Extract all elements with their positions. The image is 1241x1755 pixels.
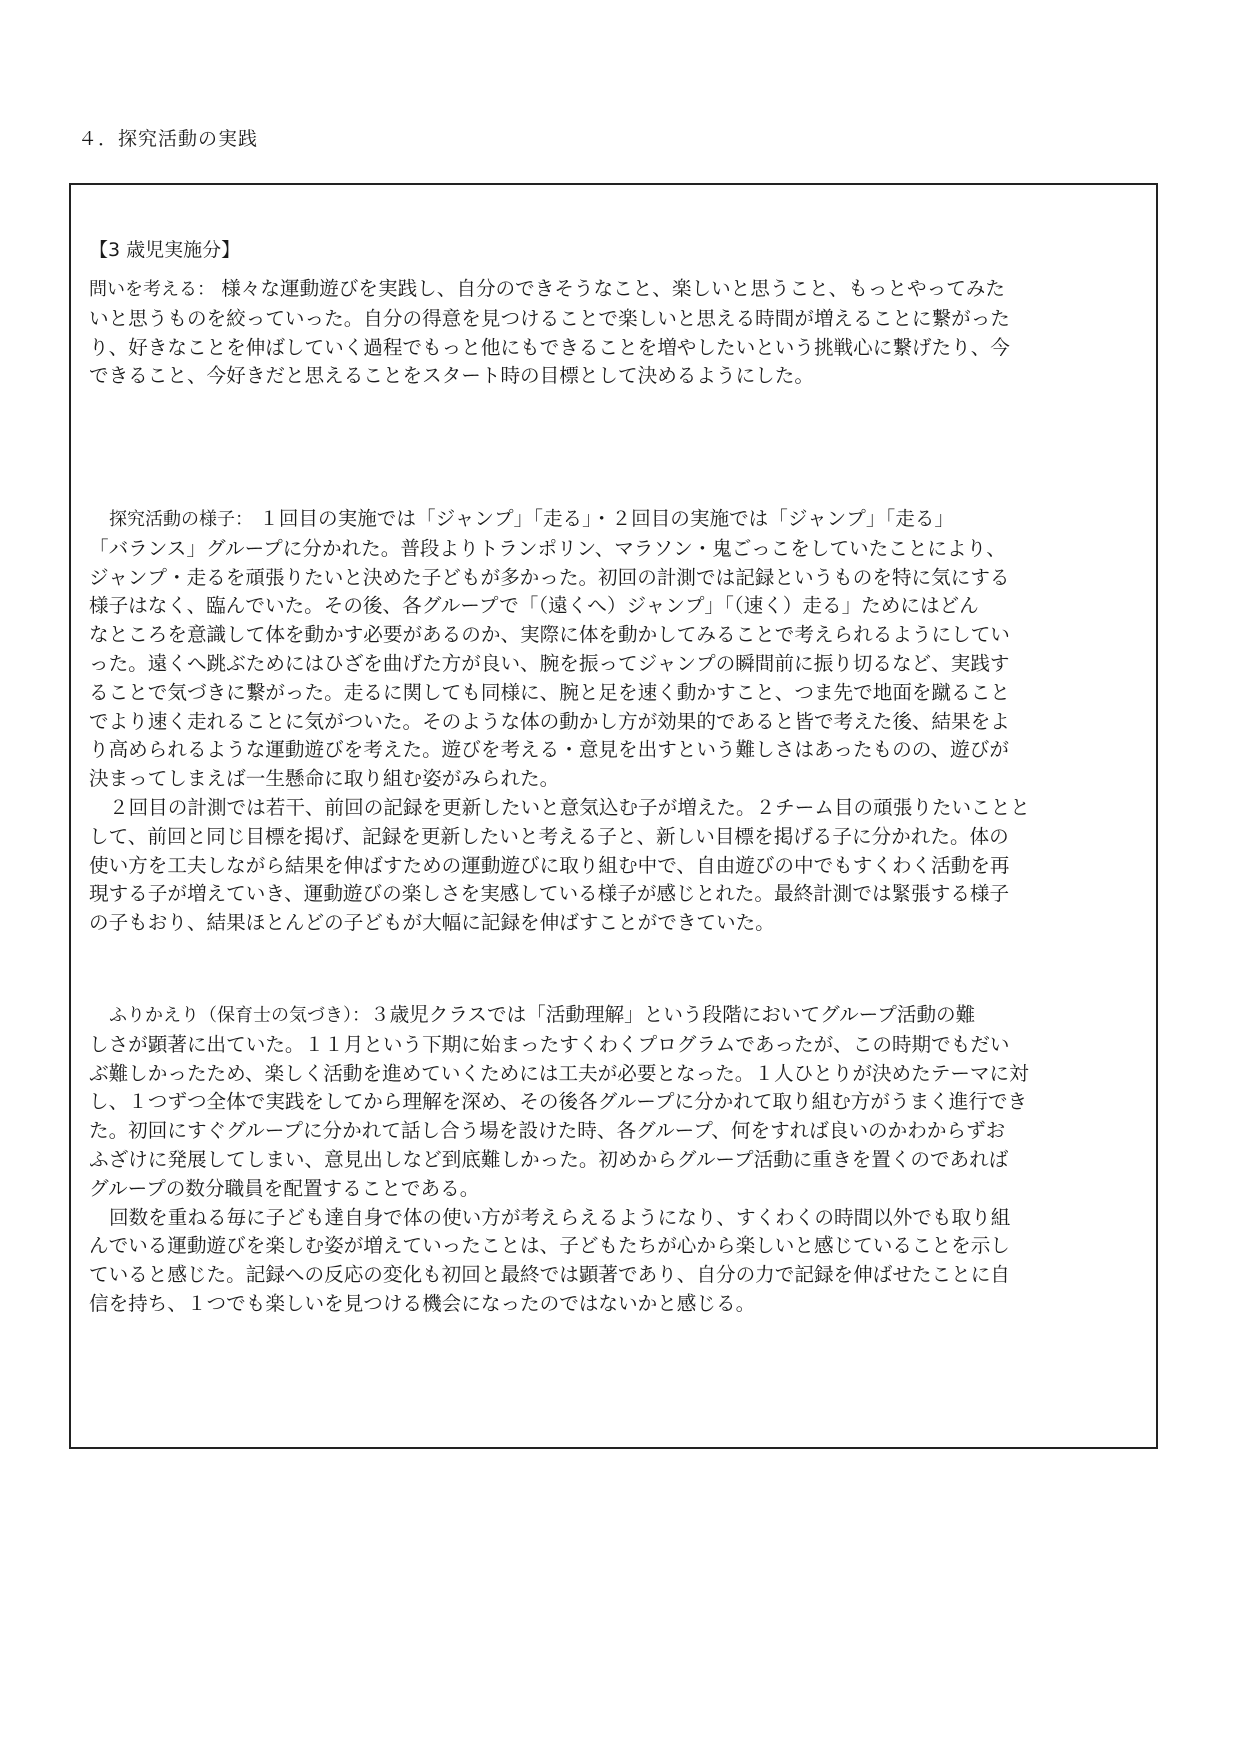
activity-line-14: 現する子が増えていき、運動遊びの楽しさを実感している様子が感じとれた。最終計測では緊張する様子 bbox=[89, 882, 1010, 906]
activity-line-4: 様子はなく、臨んでいた。その後、各グループで「（遠くへ）ジャンプ」「（速く）走る」ためにはどん bbox=[89, 594, 979, 618]
question-line-4: できること、今好きだと思えることをスタート時の目標として決めるようにした。 bbox=[89, 364, 814, 388]
reflection-line-5: た。初回にすぐグループに分かれて話し合う場を設けた時、各グループ、何をすれば良いのかわからずお bbox=[89, 1119, 1006, 1143]
reflection-text-1: ３歳児クラスでは「活動理解」という段階においてグループ活動の難 bbox=[370, 1003, 976, 1026]
reflection-line-6: ふざけに発展してしまい、意見出しなど到底難しかった。初めからグループ活動に重きを置くのであれば bbox=[89, 1147, 1009, 1171]
activity-text-1: １回目の実施では「ジャンプ」「走る」・２回目の実施では「ジャンプ」「走る」 bbox=[259, 507, 955, 530]
section-heading: ４．探究活動の実践 bbox=[78, 128, 259, 150]
activity-line-8: でより速く走れることに気がついた。そのような体の動かし方が効果的であると皆で考えた後、結果をよ bbox=[89, 709, 1010, 733]
activity-line-1 bbox=[89, 505, 1129, 535]
activity-line-7: ることで気づきに繋がった。走るに関しても同様に、腕と足を速く動かすこと、つま先で地面を蹴ること bbox=[89, 680, 1010, 704]
activity-line-15: の子もおり、結果ほとんどの子どもが大幅に記録を伸ばすことができていた。 bbox=[89, 911, 775, 935]
reflection-line-9: んでいる運動遊びを楽しむ姿が増えていったことは、子どもたちが心から楽しいと感じていることを示し bbox=[89, 1234, 1010, 1258]
question-line-1 bbox=[89, 275, 1129, 305]
reflection-line-1 bbox=[89, 1001, 1129, 1031]
question-line-2: いと思うものを絞っていった。自分の得意を見つけることで楽しいと思える時間が増えることに繋がった bbox=[89, 306, 1010, 330]
reflection-line-11: 信を持ち、１つでも楽しいを見つける機会になったのではないかと感じる。 bbox=[89, 1291, 756, 1315]
reflection-line-3: ぶ難しかったため、楽しく活動を進めていくためには工夫が必要となった。１人ひとりが決めたテーマに対 bbox=[89, 1061, 1029, 1085]
content-box bbox=[69, 183, 1158, 1449]
reflection-block bbox=[89, 1001, 1129, 1319]
activity-line-6: った。遠くへ跳ぶためにはひざを曲げた方が良い、腕を振ってジャンプの瞬間前に振り切るなど、実践す bbox=[89, 651, 1010, 675]
activity-line-9: り高められるような運動遊びを考えた。遊びを考える・意見を出すという難しさはあったものの、遊びが bbox=[89, 738, 1009, 762]
question-label: 問いを考える： bbox=[89, 279, 215, 300]
activity-line-5: なところを意識して体を動かす必要があるのか、実際に体を動かしてみることで考えられるようにしてい bbox=[89, 623, 1010, 647]
activity-line-3: ジャンプ・走るを頑張りたいと決めた子どもが多かった。初回の計測では記録というものを特に気にする bbox=[89, 565, 1010, 589]
reflection-line-2: しさが顕著に出ていた。１１月という下期に始まったすくわくプログラムであったが、この時期でもだい bbox=[89, 1032, 1010, 1056]
reflection-line-10: ていると感じた。記録への反応の変化も初回と最終では顕著であり、自分の力で記録を伸ばせたことに自 bbox=[89, 1263, 1010, 1287]
activity-line-11: ２回目の計測では若干、前回の記録を更新したいと意気込む子が増えた。２チーム目の頑張りたいことと bbox=[109, 795, 1030, 819]
activity-line-2: 「バランス」グループに分かれた。普段よりトランポリン、マラソン・鬼ごっこをしていたことにより、 bbox=[89, 536, 1006, 560]
subheading-age-group: 【3 歳児実施分】 bbox=[89, 239, 241, 261]
activity-line-13: 使い方を工夫しながら結果を伸ばすための運動遊びに取り組む中で、自由遊びの中でもすくわく活動を再 bbox=[89, 853, 1010, 877]
reflection-label: ふりかえり（保育士の気づき）： bbox=[109, 1005, 370, 1026]
reflection-line-8: 回数を重ねる毎に子ども達自身で体の使い方が考えらえるようになり、すくわくの時間以外でも取り組 bbox=[109, 1205, 1011, 1229]
activity-line-10: 決まってしまえば一生懸命に取り組む姿がみられた。 bbox=[89, 767, 560, 791]
activity-label: 探究活動の様子： bbox=[109, 509, 253, 530]
reflection-line-4: し、１つずつ全体で実践をしてから理解を深め、その後各グループに分かれて取り組む方がうまく進行でき bbox=[89, 1090, 1028, 1114]
question-block bbox=[89, 275, 1129, 391]
question-text-1: 様々な運動遊びを実践し、自分のできそうなこと、楽しいと思うこと、もっとやってみた bbox=[221, 277, 1005, 300]
activity-line-12: して、前回と同じ目標を掲げ、記録を更新したいと考える子と、新しい目標を掲げる子に分かれた。体の bbox=[89, 824, 1009, 848]
question-line-3: り、好きなことを伸ばしていく過程でもっと他にもできることを増やしたいという挑戦心に繋げたり、今 bbox=[89, 335, 1010, 359]
reflection-line-7: グループの数分職員を配置することである。 bbox=[89, 1176, 480, 1200]
activity-block bbox=[89, 505, 1129, 938]
